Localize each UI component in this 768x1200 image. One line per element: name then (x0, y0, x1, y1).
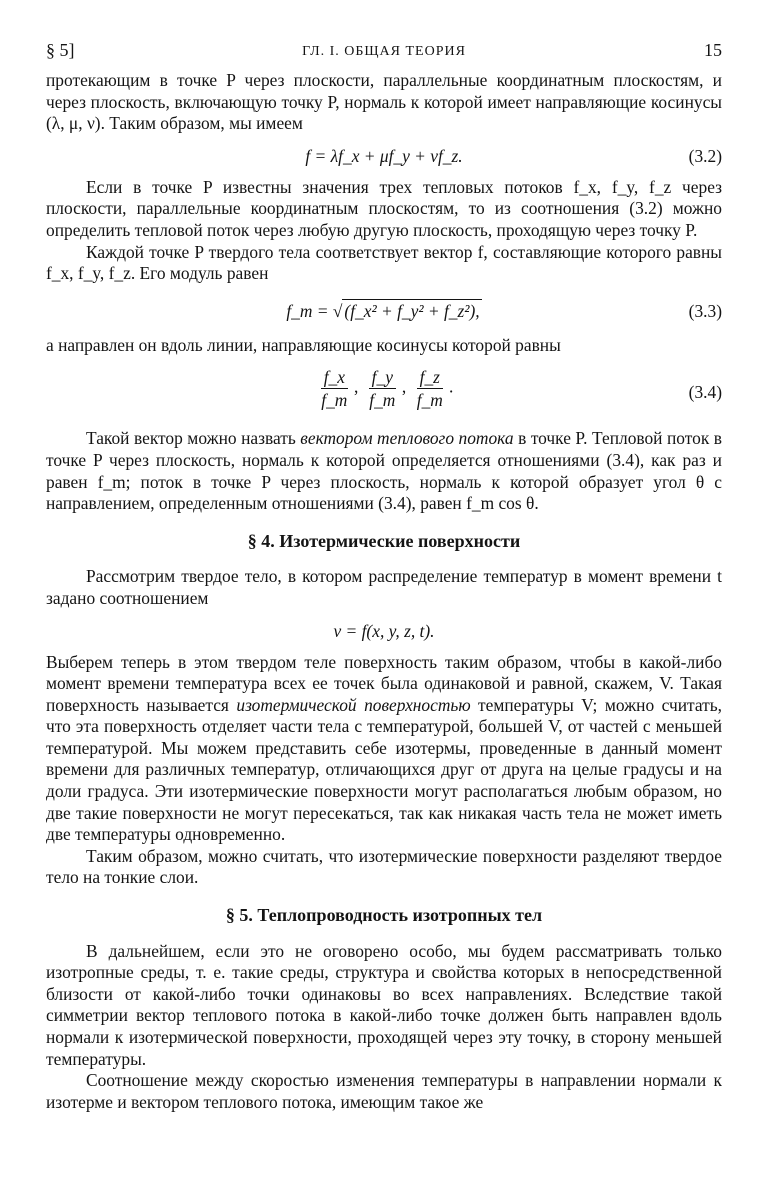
fraction-fy-over-fm (369, 366, 396, 411)
fraction-separator: , (353, 376, 359, 397)
equation-3-2-formula: f = λf_x + μf_y + νf_z. (305, 145, 463, 166)
fraction-denominator: f_m (321, 390, 348, 411)
header-chapter-title: ГЛ. I. ОБЩАЯ ТЕОРИЯ (302, 44, 466, 59)
header-section-mark: § 5] (46, 40, 75, 60)
running-header (46, 40, 722, 66)
paragraph-direction-cosines: а направлен он вдоль линии, направляющие косинусы которой равны (46, 334, 561, 355)
book-page (46, 40, 722, 1113)
page-number: 15 (704, 40, 722, 60)
equation-3-2 (46, 141, 722, 171)
fraction-numerator: f_y (369, 366, 396, 389)
fraction-fx-over-fm (321, 366, 348, 411)
paragraph-isothermal-surface (46, 652, 722, 846)
equation-3-4 (46, 364, 722, 422)
fraction-numerator: f_x (321, 366, 348, 389)
paragraph-heat-flux-vector (46, 428, 722, 514)
paragraph-thin-layers: Таким образом, можно считать, что изотермические поверхности разделяют твердое тело на тонкие слои. (46, 845, 722, 888)
equation-3-4-number: (3.4) (688, 382, 722, 403)
equation-temperature-formula: v = f(x, y, z, t). (333, 620, 435, 641)
equation-3-3-lhs: f_m = √ (286, 300, 343, 321)
fraction-numerator: f_z (417, 366, 443, 389)
fraction-fz-over-fm (417, 366, 443, 411)
paragraph-flux-planes: протекающим в точке P через плоскости, параллельные координатным плоскостям, и через плоскость, включающую точку P, нормаль к которой имеет направляющие косинусы (λ, μ, ν). Таким образом, мы имеем (46, 70, 722, 134)
term-isothermal-surface: изотермической поверхностью (236, 694, 471, 715)
paragraph-rate-relation: Соотношение между скоростью изменения температуры в направлении нормали к изотерме и вектором теплового потока, имеющим такое же (46, 1070, 722, 1112)
fraction-separator: . (448, 376, 454, 397)
section-4-intro: Рассмотрим твердое тело, в котором распределение температур в момент времени t задано соотношением (46, 566, 722, 608)
paragraph-vector-components: Каждой точке P твердого тела соответствует вектор f, составляющие которого равны f_x, f_y, f_z. Его модуль равен (46, 241, 722, 284)
term-heat-flux-vector: вектором теплового потока (300, 428, 514, 449)
equation-3-3-number: (3.3) (688, 300, 722, 321)
section-5-heading: § 5. Теплопроводность изотропных тел (225, 905, 543, 926)
paragraph-three-fluxes: Если в точке P известны значения трех тепловых потоков f_x, f_y, f_z через плоскости, параллельные координатным плоскостям, то из соотношения (3.2) можно определить тепловой поток через любую другую плоскость, проходящую через точку P. (46, 176, 722, 240)
text-run: температуры V; можно считать, что эта поверхность отделяет части тела с температурой, большей V, от частей с меньшей температурой. Мы можем представить себе изотермы, проведенные в данный момент времени для различных температур, отличающихся друг от друга на целые градусы и на доли градуса. Эти изотермические поверхности могут располагаться любым образом, но две такие поверхности не могут пересекаться, так как никакая часть тела не может иметь две температуры одновременно. (46, 694, 722, 845)
section-4-heading: § 4. Изотермические поверхности (247, 530, 521, 551)
text-run: Выберем теперь в этом твердом теле поверхность таким образом, чтобы в какой-либо момент времени температура всех ее точек была одинаковой и равной, скажем, V. Такая поверхность называется (46, 651, 722, 715)
equation-temperature-distribution (46, 614, 722, 648)
text-run: Такой вектор можно назвать (86, 428, 301, 449)
fraction-denominator: f_m (369, 390, 396, 411)
text-run: в точке P. Тепловой поток в точке P через плоскость, нормаль к которой определяется отношениями (3.4), как раз и равен f_m; поток в точке P через плоскость, нормаль к которой образует угол θ с направлением, определенным отношениями (3.4), равен f_m cos θ. (46, 428, 722, 514)
fraction-separator: , (401, 376, 407, 397)
equation-3-2-number: (3.2) (688, 145, 722, 166)
paragraph-isotropic-media: В дальнейшем, если это не оговорено особо, мы будем рассматривать только изотропные среды, т. е. такие среды, структура и свойства которых в непосредственной близости от какой-либо точки одинаковы во всех направлениях. Вследствие такой симметрии вектор теплового потока в какой-либо точке должен быть направлен вдоль нормали к изотермической поверхности, проходящей через эту точку, в сторону меньшей температуры. (46, 940, 722, 1069)
equation-3-3-radicand: (f_x² + f_y² + f_z²), (344, 300, 480, 321)
equation-3-3 (46, 291, 722, 331)
fraction-denominator: f_m (416, 390, 443, 411)
